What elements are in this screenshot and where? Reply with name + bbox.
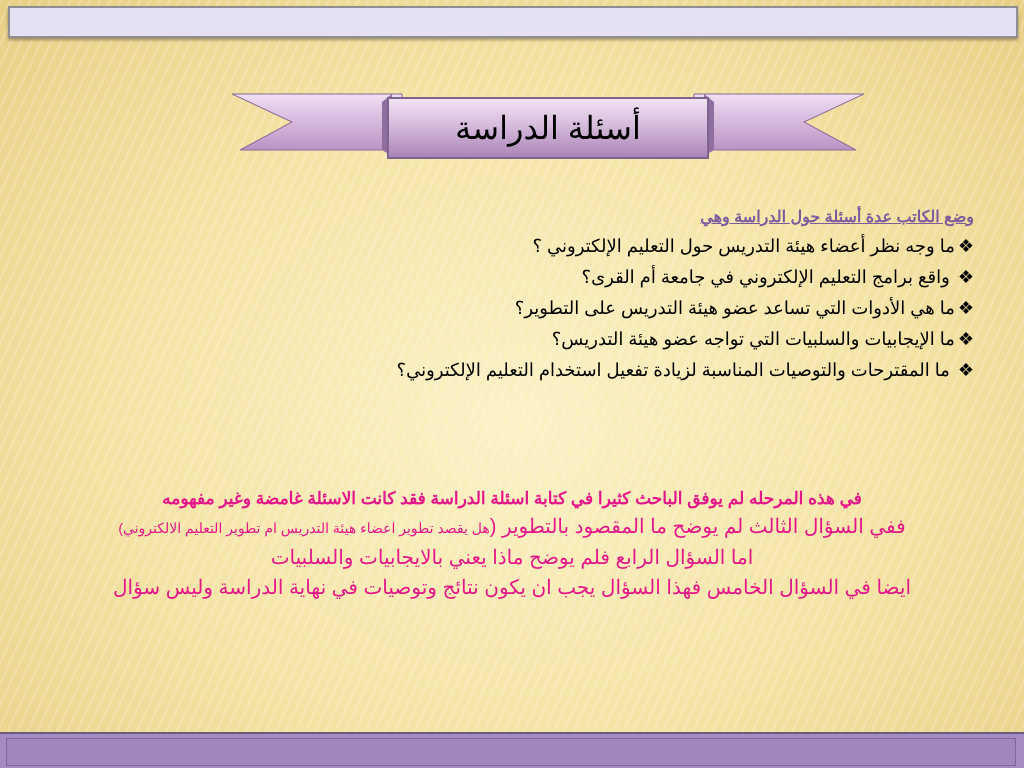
critique-question-5: ايضا في السؤال الخامس فهذا السؤال يجب ان يكون نتائج وتوصيات في نهاية الدراسة وليس سؤال <box>112 577 912 599</box>
critique-question-4: اما السؤال الرابع فلم يوضح ماذا يعني بالايجابيات والسلبيات <box>270 547 754 569</box>
diamond-bullet-icon: ❖ <box>957 329 974 349</box>
question-item <box>274 231 974 262</box>
slide-title: أسئلة الدراسة <box>455 110 641 146</box>
bottom-bar-inner <box>6 738 1016 766</box>
critique-block <box>40 486 984 603</box>
top-bar <box>8 6 1018 38</box>
critique-question-3-note: هل يقصد تطوير اعضاء هيئة التدريس ام تطوير التعليم الالكتروني <box>122 520 490 536</box>
question-item <box>274 293 974 324</box>
question-text: ما وجه نظر أعضاء هيئة التدريس حول التعليم الإلكتروني ؟ <box>532 236 955 256</box>
question-item <box>274 262 974 293</box>
critique-question-3-main: ففي السؤال الثالث لم يوضح ما المقصود بالتطوير ( <box>489 516 906 538</box>
question-text: واقع برامج التعليم الإلكتروني في جامعة أم القرى؟ <box>581 267 950 287</box>
question-item <box>274 324 974 355</box>
intro-heading: وضع الكاتب عدة أسئلة حول الدراسة وهي <box>700 209 974 226</box>
bottom-bar <box>0 732 1024 768</box>
critique-question-3-close: ) <box>118 520 123 536</box>
diamond-bullet-icon: ❖ <box>957 360 974 380</box>
diamond-bullet-icon: ❖ <box>957 236 974 256</box>
diamond-bullet-icon: ❖ <box>957 267 974 287</box>
question-item <box>274 355 974 386</box>
diamond-bullet-icon: ❖ <box>957 298 974 318</box>
critique-summary: في هذه المرحله لم يوفق الباحث كثيرا في كتابة اسئلة الدراسة فقد كانت الاسئلة غامضة وغير مفهومه <box>162 489 862 508</box>
question-text: ما المقترحات والتوصيات المناسبة لزيادة تفعيل استخدام التعليم الإلكتروني؟ <box>396 360 950 380</box>
critique-question-3 <box>40 512 984 543</box>
question-text: ما الإيجابيات والسلبيات التي تواجه عضو هيئة التدريس؟ <box>551 329 955 349</box>
questions-block <box>274 205 974 386</box>
question-text: ما هي الأدوات التي تساعد عضو هيئة التدريس على التطوير؟ <box>514 298 955 318</box>
